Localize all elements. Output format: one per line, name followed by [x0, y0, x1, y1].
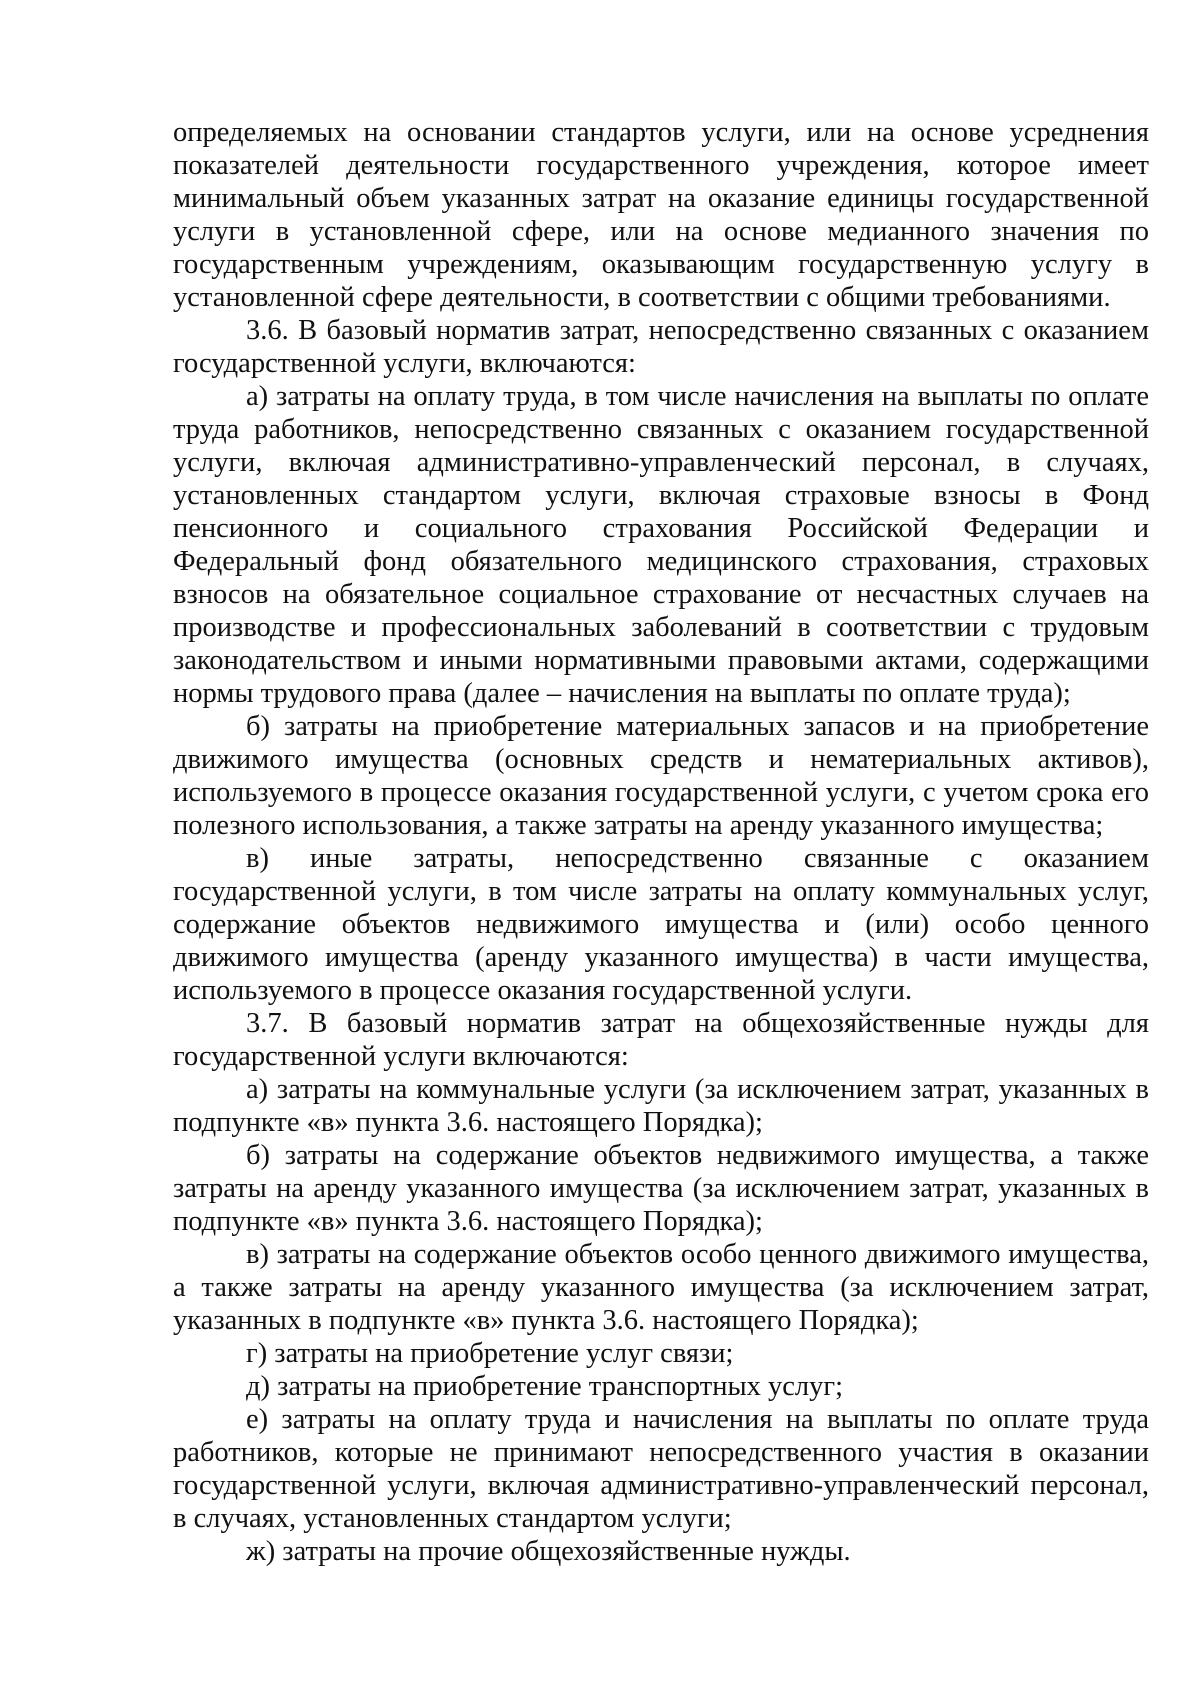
- document-body: [173, 116, 1149, 1568]
- paragraph-3-7-e: е) затраты на оплату труда и начисления на выплаты по оплате труда работников, которые не принимают непосредственного участия в оказании государственной услуги, включая административно-управленческий персонал, в случаях, установленных стандартом услуги;: [173, 1404, 1149, 1534]
- paragraph-3-7-a: а) затраты на коммунальные услуги (за исключением затрат, указанных в подпункте «в» пункта 3.6. настоящего Порядка);: [173, 1074, 1149, 1138]
- paragraph-3-7-b: б) затраты на содержание объектов недвижимого имущества, а также затраты на аренду указанного имущества (за исключением затрат, указанных в подпункте «в» пункта 3.6. настоящего Порядка);: [173, 1140, 1149, 1237]
- paragraph-continuation: определяемых на основании стандартов услуги, или на основе усреднения показателей деятельности государственного учреждения, которое имеет минимальный объем указанных затрат на оказание единицы государственной услуги в установленной сфере, или на основе медианного значения по государственным учреждениям, оказывающим государственную услугу в установленной сфере деятельности, в соответствии с общими требованиями.: [173, 117, 1149, 313]
- paragraph-3-7: 3.7. В базовый норматив затрат на общехозяйственные нужды для государственной услуги включаются:: [173, 1008, 1149, 1072]
- paragraph-3-7-g: г) затраты на приобретение услуг связи;: [246, 1338, 734, 1369]
- paragraph-3-6-v: в) иные затраты, непосредственно связанные с оказанием государственной услуги, в том числе затраты на оплату коммунальных услуг, содержание объектов недвижимого имущества и (или) особо ценного движимого имущества (аренду указанного имущества) в части имущества, используемого в процессе оказания государственной услуги.: [173, 843, 1149, 1006]
- paragraph-3-6-b: б) затраты на приобретение материальных запасов и на приобретение движимого имущества (основных средств и нематериальных активов), используемого в процессе оказания государственной услуги, с учетом срока его полезного использования, а также затраты на аренду указанного имущества;: [173, 711, 1149, 841]
- paragraph-3-7-v: в) затраты на содержание объектов особо ценного движимого имущества, а также затраты на аренду указанного имущества (за исключением затрат, указанных в подпункте «в» пункта 3.6. настоящего Порядка);: [173, 1239, 1149, 1336]
- paragraph-3-6-a: а) затраты на оплату труда, в том числе начисления на выплаты по оплате труда работников, непосредственно связанных с оказанием государственной услуги, включая административно-управленческий персонал, в случаях, установленных стандартом услуги, включая страховые взносы в Фонд пенсионного и социального страхования Российской Федерации и Федеральный фонд обязательного медицинского страхования, страховых взносов на обязательное социальное страхование от несчастных случаев на производстве и профессиональных заболеваний в соответствии с трудовым законодательством и иными нормативными правовыми актами, содержащими нормы трудового права (далее – начисления на выплаты по оплате труда);: [173, 381, 1149, 709]
- paragraph-3-7-zh: ж) затраты на прочие общехозяйственные нужды.: [246, 1536, 851, 1567]
- paragraph-3-6: 3.6. В базовый норматив затрат, непосредственно связанных с оказанием государственной услуги, включаются:: [173, 315, 1149, 379]
- paragraph-3-7-d: д) затраты на приобретение транспортных услуг;: [246, 1371, 843, 1402]
